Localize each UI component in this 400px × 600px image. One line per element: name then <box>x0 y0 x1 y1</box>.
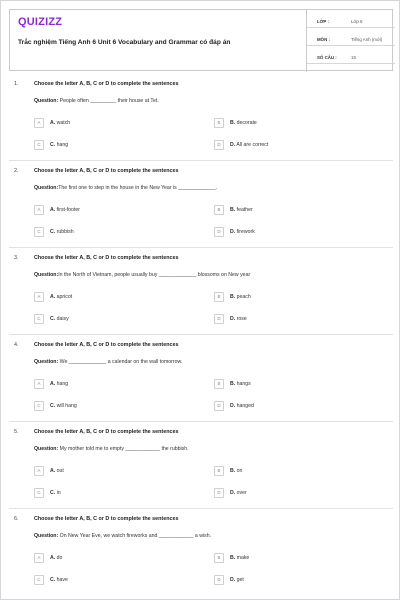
option-text <box>50 120 70 126</box>
option-letter-box[interactable]: C <box>34 227 44 237</box>
option-letter-box[interactable]: A <box>34 466 44 476</box>
option-answer: make <box>235 555 250 561</box>
question-instruction: Choose the letter A, B, C or D to complete the sentences <box>34 429 179 435</box>
answer-option[interactable] <box>34 118 184 128</box>
option-text <box>230 207 253 213</box>
option-answer: hang <box>55 381 69 387</box>
answer-option[interactable] <box>34 575 184 585</box>
option-letter-box[interactable]: B <box>214 466 224 476</box>
option-letter-box[interactable]: C <box>34 575 44 585</box>
option-answer: will hang <box>55 403 77 409</box>
question-stem: My mother told me to empty ____________ the rubbish. <box>58 446 189 452</box>
question-number: 3. <box>14 255 19 261</box>
option-letter: B. <box>230 468 236 474</box>
option-text <box>50 207 80 213</box>
option-letter: D. <box>230 229 236 235</box>
option-letter: C. <box>50 142 56 148</box>
question-text <box>34 533 211 539</box>
answer-option[interactable] <box>34 205 184 215</box>
option-text <box>230 316 247 322</box>
option-text <box>50 555 62 561</box>
answer-option[interactable] <box>34 466 184 476</box>
quizizz-logo: QUIZIZZ <box>18 16 63 28</box>
option-letter-box[interactable]: C <box>34 488 44 498</box>
option-answer: firework <box>235 229 255 235</box>
option-answer: on <box>235 468 243 474</box>
answer-option[interactable] <box>214 379 364 389</box>
question-block <box>1 81 400 167</box>
meta-value: Lớp 6 <box>351 19 363 24</box>
answer-option[interactable] <box>34 379 184 389</box>
option-text <box>230 468 242 474</box>
answer-option[interactable] <box>214 401 364 411</box>
option-text <box>50 490 61 496</box>
option-answer: get <box>235 577 244 583</box>
option-letter-box[interactable]: B <box>214 292 224 302</box>
option-answer: in <box>55 490 61 496</box>
option-letter: C. <box>50 577 56 583</box>
option-letter: D. <box>230 316 236 322</box>
option-answer: do <box>55 555 63 561</box>
question-divider <box>9 334 393 335</box>
option-letter: C. <box>50 316 56 322</box>
meta-label: MÔN : <box>317 37 330 42</box>
option-letter: D. <box>230 490 236 496</box>
meta-row-subject <box>307 34 395 46</box>
option-text <box>230 490 247 496</box>
option-letter: B. <box>230 381 236 387</box>
option-text <box>50 403 77 409</box>
meta-value: Tiếng Anh (mới) <box>351 37 383 42</box>
option-letter: D. <box>230 403 236 409</box>
option-letter-box[interactable]: D <box>214 575 224 585</box>
option-answer: hanged <box>235 403 254 409</box>
option-text <box>230 555 249 561</box>
option-letter-box[interactable]: B <box>214 379 224 389</box>
option-letter-box[interactable]: A <box>34 292 44 302</box>
answer-option[interactable] <box>214 575 364 585</box>
answer-option[interactable] <box>34 401 184 411</box>
option-answer: daisy <box>55 316 69 322</box>
worksheet-header <box>9 9 393 71</box>
question-divider <box>9 421 393 422</box>
answer-option[interactable] <box>214 205 364 215</box>
option-letter-box[interactable]: D <box>214 227 224 237</box>
option-letter-box[interactable]: D <box>214 488 224 498</box>
question-divider <box>9 508 393 509</box>
option-answer: hang <box>55 142 69 148</box>
option-answer: rubbish <box>55 229 74 235</box>
option-letter: C. <box>50 403 56 409</box>
answer-option[interactable] <box>214 140 364 150</box>
question-number: 4. <box>14 342 19 348</box>
question-stem: People often _________ their house at Tet. <box>58 98 159 104</box>
option-letter: B. <box>230 120 236 126</box>
option-text <box>50 577 68 583</box>
question-text <box>34 98 159 104</box>
question-instruction: Choose the letter A, B, C or D to complete the sentences <box>34 168 179 174</box>
answer-option[interactable] <box>34 227 184 237</box>
option-letter: B. <box>230 555 236 561</box>
question-label: Question: <box>34 98 59 104</box>
option-letter-box[interactable]: D <box>214 401 224 411</box>
question-divider <box>9 160 393 161</box>
option-text <box>230 577 244 583</box>
meta-value: 15 <box>351 55 356 60</box>
meta-row-question-count <box>307 52 395 64</box>
answer-option[interactable] <box>34 292 184 302</box>
option-answer: first-footer <box>55 207 80 213</box>
answer-option[interactable] <box>214 466 364 476</box>
option-letter-box[interactable]: D <box>214 314 224 324</box>
option-answer: watch <box>55 120 71 126</box>
question-instruction: Choose the letter A, B, C or D to complete the sentences <box>34 516 179 522</box>
question-instruction: Choose the letter A, B, C or D to complete the sentences <box>34 255 179 261</box>
option-text <box>230 142 268 148</box>
option-letter: A. <box>50 555 56 561</box>
question-block <box>1 429 400 515</box>
answer-option[interactable] <box>214 292 364 302</box>
option-answer: rose <box>235 316 247 322</box>
answer-option[interactable] <box>214 314 364 324</box>
worksheet-title: Trắc nghiệm Tiếng Anh 6 Unit 6 Vocabulary and Grammar có đáp án <box>18 39 231 46</box>
question-text <box>34 446 189 452</box>
question-text <box>34 272 250 278</box>
question-number: 1. <box>14 81 19 87</box>
option-letter: D. <box>230 142 236 148</box>
option-letter: A. <box>50 120 56 126</box>
answer-option[interactable] <box>34 553 184 563</box>
question-block <box>1 516 400 600</box>
option-text <box>50 381 68 387</box>
option-answer: out <box>55 468 64 474</box>
option-text <box>50 142 68 148</box>
option-answer: hangs <box>235 381 251 387</box>
option-letter-box[interactable]: D <box>214 140 224 150</box>
question-stem: We _____________ a calendar on the wall tomorrow. <box>58 359 183 365</box>
option-text <box>230 120 257 126</box>
meta-label: LỚP : <box>317 19 329 24</box>
option-letter-box[interactable]: A <box>34 205 44 215</box>
worksheet-meta-panel <box>306 10 394 72</box>
option-text <box>230 294 251 300</box>
option-letter-box[interactable]: C <box>34 140 44 150</box>
option-answer: have <box>55 577 68 583</box>
answer-option[interactable] <box>214 488 364 498</box>
question-number: 6. <box>14 516 19 522</box>
option-letter: C. <box>50 229 56 235</box>
option-text <box>50 229 74 235</box>
meta-label: SỐ CÂU : <box>317 55 337 60</box>
question-stem: In the North of Vietnam, people usually buy _____________ blossoms on New year <box>58 272 251 278</box>
question-instruction: Choose the letter A, B, C or D to complete the sentences <box>34 342 179 348</box>
option-letter-box[interactable]: A <box>34 118 44 128</box>
question-label: Question: <box>34 533 59 539</box>
answer-option[interactable] <box>214 118 364 128</box>
option-answer: over <box>235 490 247 496</box>
option-text <box>230 381 251 387</box>
option-letter-box[interactable]: B <box>214 205 224 215</box>
option-answer: All are correct <box>235 142 269 148</box>
option-letter: A. <box>50 468 56 474</box>
option-letter-box[interactable]: A <box>34 379 44 389</box>
answer-option[interactable] <box>34 488 184 498</box>
question-block <box>1 255 400 341</box>
question-text <box>34 359 182 365</box>
answer-option[interactable] <box>214 553 364 563</box>
question-text <box>34 185 217 191</box>
question-instruction: Choose the letter A, B, C or D to complete the sentences <box>34 81 179 87</box>
option-text <box>230 229 255 235</box>
option-text <box>50 468 64 474</box>
option-letter: B. <box>230 207 236 213</box>
answer-option[interactable] <box>34 314 184 324</box>
question-number: 2. <box>14 168 19 174</box>
question-stem: On New Year Eve, we watch fireworks and ____________ a wish. <box>58 533 212 539</box>
question-label: Question: <box>34 446 59 452</box>
question-label: Question: <box>34 359 59 365</box>
question-stem: The first one to step in the house in the New Year is _____________. <box>58 185 218 191</box>
question-block <box>1 168 400 254</box>
option-answer: peach <box>235 294 251 300</box>
option-text <box>50 316 69 322</box>
option-text <box>50 294 72 300</box>
option-letter: D. <box>230 577 236 583</box>
option-letter: C. <box>50 490 56 496</box>
answer-option[interactable] <box>214 227 364 237</box>
question-label: Question: <box>34 272 59 278</box>
option-letter-box[interactable]: C <box>34 401 44 411</box>
question-block <box>1 342 400 428</box>
question-label: Question: <box>34 185 59 191</box>
meta-row-grade <box>307 16 395 28</box>
option-answer: apricot <box>55 294 73 300</box>
option-text <box>230 403 254 409</box>
option-letter: A. <box>50 207 56 213</box>
option-letter-box[interactable]: C <box>34 314 44 324</box>
answer-option[interactable] <box>34 140 184 150</box>
option-letter-box[interactable]: B <box>214 553 224 563</box>
question-divider <box>9 247 393 248</box>
option-letter: A. <box>50 381 56 387</box>
question-number: 5. <box>14 429 19 435</box>
option-letter: A. <box>50 294 56 300</box>
option-answer: decorate <box>235 120 257 126</box>
option-answer: feather <box>235 207 253 213</box>
option-letter: B. <box>230 294 236 300</box>
option-letter-box[interactable]: A <box>34 553 44 563</box>
option-letter-box[interactable]: B <box>214 118 224 128</box>
